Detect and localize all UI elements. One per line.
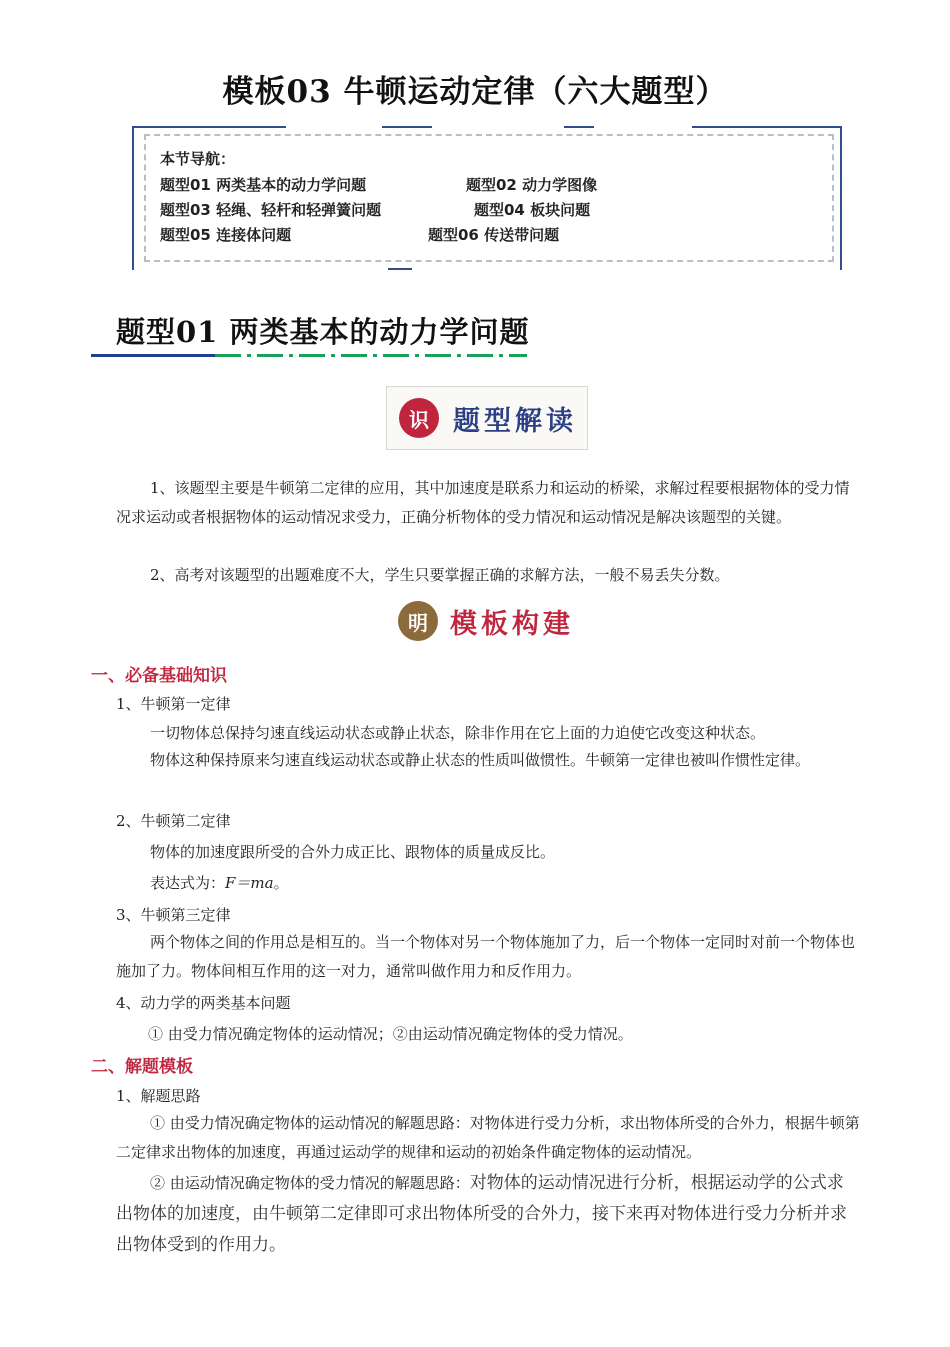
expression-formula: F＝ma	[225, 874, 274, 892]
section-navigation-box	[132, 126, 842, 270]
solution-idea-label: 1、解题思路	[116, 1087, 201, 1105]
law2-expression	[150, 872, 289, 893]
law2-label: 2、牛顿第二定律	[116, 812, 231, 830]
nav-item-type03[interactable]: 题型03 轻绳、轻杆和轻弹簧问题	[160, 201, 382, 219]
intro-paragraph-1: 1、该题型主要是牛顿第二定律的应用，其中加速度是联系力和运动的桥梁，求解过程要根据物体的受力情况求运动或者根据物体的运动情况求受力，正确分析物体的受力情况和运动情况是解决该题型的关键。	[116, 479, 850, 526]
page-title: 模板03 牛顿运动定律（六大题型）	[222, 74, 728, 110]
basic-problems-label: 4、动力学的两类基本问题	[116, 994, 291, 1012]
nav-heading: 本节导航：	[160, 150, 236, 168]
part1-heading: 一、必备基础知识	[91, 666, 227, 686]
basic-problems-text: ① 由受力情况确定物体的运动情况；②由运动情况确定物体的受力情况。	[148, 1025, 633, 1043]
badge-label: 题型解读	[453, 405, 577, 437]
solution-idea-2-rest: 对物体的运动情况进行分析，根据运动学的公式求出物体的加速度，由牛顿第二定律即可求出物体所受的合外力，接下来再对物体进行受力分析并求出物体受到的作用力。	[116, 1173, 847, 1255]
nav-border-segment	[134, 126, 286, 128]
solution-idea-2	[116, 1168, 860, 1261]
law3-text: 两个物体之间的作用总是相互的。当一个物体对另一个物体施加了力，后一个物体一定同时对前一个物体也施加了力。物体间相互作用的这一对力，通常叫做作用力和反作用力。	[116, 933, 856, 980]
law2-text: 物体的加速度跟所受的合外力成正比、跟物体的质量成反比。	[150, 843, 556, 861]
law1-label: 1、牛顿第一定律	[116, 695, 231, 713]
badge-seal-icon: 明	[398, 601, 438, 641]
nav-border-segment	[692, 126, 842, 128]
nav-item-type02[interactable]: 题型02 动力学图像	[466, 176, 598, 194]
nav-item-type04[interactable]: 题型04 板块问题	[474, 201, 591, 219]
section-underline-solid	[91, 354, 215, 357]
law3-label: 3、牛顿第三定律	[116, 906, 231, 924]
nav-item-type05[interactable]: 题型05 连接体问题	[160, 226, 292, 244]
law1-text: 一切物体总保持匀速直线运动状态或静止状态，除非作用在它上面的力迫使它改变这种状态。	[150, 724, 766, 742]
nav-dashed-frame	[144, 134, 834, 262]
law1-inertia-text: 物体这种保持原来匀速直线运动状态或静止状态的性质叫做惯性。牛顿第一定律也被叫作惯性定律。	[150, 751, 811, 769]
section-title: 题型01 两类基本的动力学问题	[116, 315, 530, 349]
intro-paragraph-2: 2、高考对该题型的出题难度不大，学生只要掌握正确的求解方法，一般不易丢失分数。	[150, 566, 730, 584]
expression-suffix: 。	[273, 874, 289, 892]
badge-seal-icon: 识	[399, 398, 439, 438]
topic-interpretation-badge	[386, 386, 588, 450]
nav-underbar	[388, 268, 412, 270]
badge-label: 模板构建	[450, 608, 574, 640]
nav-item-type01[interactable]: 题型01 两类基本的动力学问题	[160, 176, 367, 194]
template-build-badge	[396, 596, 586, 646]
nav-border-segment	[382, 126, 432, 128]
part2-heading: 二、解题模板	[91, 1057, 193, 1077]
nav-border-segment	[564, 126, 594, 128]
section-underline-dashed	[215, 354, 527, 357]
solution-idea-1: ① 由受力情况确定物体的运动情况的解题思路：对物体进行受力分析，求出物体所受的合外力，根据牛顿第二定律求出物体的加速度，再通过运动学的规律和运动的初始条件确定物体的运动情况。	[116, 1114, 860, 1161]
solution-idea-2-prefix: ② 由运动情况确定物体的受力情况的解题思路：	[150, 1174, 470, 1192]
expression-prefix: 表达式为：	[150, 874, 226, 892]
nav-item-type06[interactable]: 题型06 传送带问题	[428, 226, 560, 244]
